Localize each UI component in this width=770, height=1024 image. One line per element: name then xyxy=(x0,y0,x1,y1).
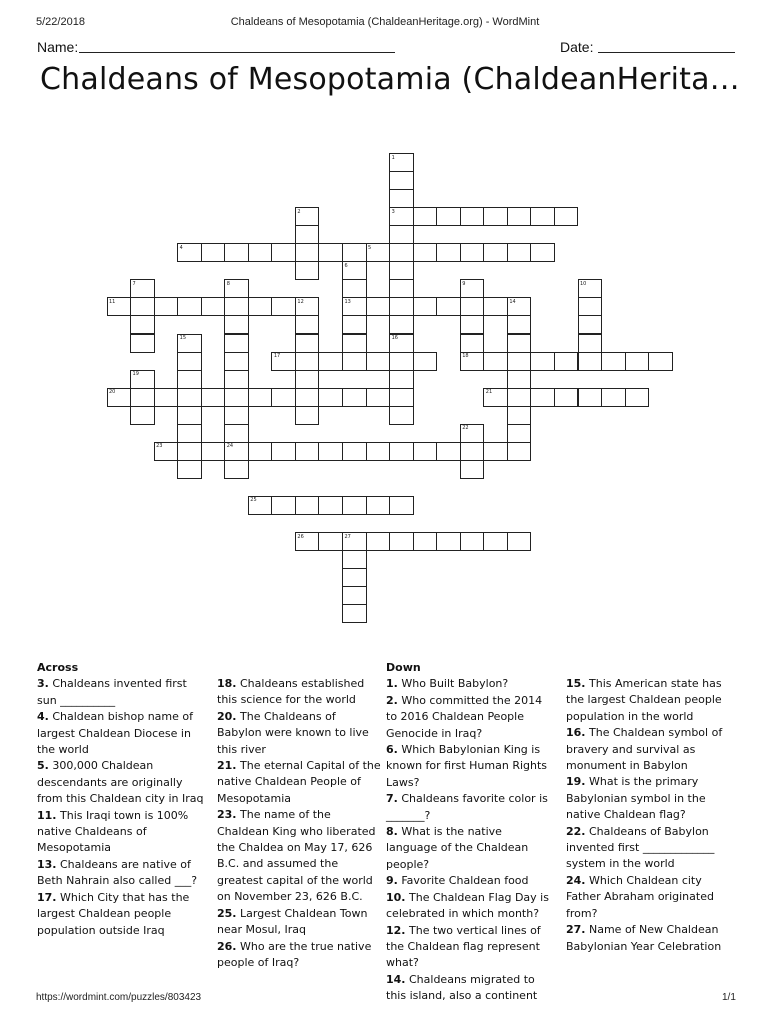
grid-cell xyxy=(295,352,320,371)
grid-cell xyxy=(224,315,249,334)
clue-number-label: 27 xyxy=(344,533,351,540)
clue-down-12: 12. The two vertical lines of the Chaldean flag represent what? xyxy=(386,923,541,970)
grid-cell xyxy=(271,496,296,515)
clue-number-label: 11 xyxy=(109,298,116,305)
grid-cell xyxy=(177,352,202,371)
grid-cell xyxy=(507,352,532,371)
puzzle-title: Chaldeans of Mesopotamia (ChaldeanHerita… xyxy=(40,62,740,97)
clue-across-11: 11. This Iraqi town is 100% native Chaldeans of Mesopotamia xyxy=(37,808,189,855)
grid-cell xyxy=(201,297,226,316)
grid-cell xyxy=(224,352,249,371)
grid-cell xyxy=(389,279,414,298)
clue-number-label: 3 xyxy=(391,208,395,215)
grid-cell xyxy=(318,532,343,551)
grid-cell xyxy=(460,460,485,479)
grid-cell xyxy=(295,370,320,389)
grid-cell xyxy=(130,297,155,316)
grid-cell xyxy=(436,532,461,551)
grid-cell xyxy=(389,261,414,280)
clue-number-label: 19 xyxy=(132,371,139,378)
clue-across-17: 17. Which City that has the largest Chaldean people population outside Iraq xyxy=(37,890,190,937)
grid-cell xyxy=(554,352,579,371)
grid-cell xyxy=(154,388,179,407)
grid-cell xyxy=(271,442,296,461)
grid-cell xyxy=(413,352,438,371)
grid-cell xyxy=(366,352,391,371)
clue-down-14: 14. Chaldeans migrated to this island, also a continent xyxy=(386,972,538,1003)
grid-cell xyxy=(342,550,367,569)
clue-down-6: 6. Which Babylonian King is known for first Human Rights Laws? xyxy=(386,743,548,789)
clue-number-label: 12 xyxy=(297,298,304,305)
clue-down-19: 19. What is the primary Babylonian symbol in the native Chaldean flag? xyxy=(566,775,706,822)
clue-number-label: 10 xyxy=(580,280,587,287)
grid-cell xyxy=(177,424,202,443)
clue-down-22: 22. Chaldeans of Babylon invented first _____________ system in the world xyxy=(566,824,715,871)
grid-cell xyxy=(342,243,367,262)
grid-cell xyxy=(389,171,414,190)
name-label: Name: xyxy=(37,39,79,55)
grid-cell xyxy=(201,442,226,461)
clue-across-20: 20. The Chaldeans of Babylon were known to live this river xyxy=(217,709,369,756)
down-heading: Down xyxy=(386,661,421,674)
grid-cell xyxy=(530,388,555,407)
grid-cell xyxy=(295,261,320,280)
grid-cell xyxy=(413,297,438,316)
clue-number-label: 8 xyxy=(226,280,230,287)
grid-cell xyxy=(342,442,367,461)
grid-cell xyxy=(295,225,320,244)
grid-cell xyxy=(578,334,603,353)
grid-cell xyxy=(318,352,343,371)
grid-cell xyxy=(201,243,226,262)
grid-cell xyxy=(271,297,296,316)
grid-cell xyxy=(507,243,532,262)
grid-cell xyxy=(483,243,508,262)
grid-cell xyxy=(177,370,202,389)
clue-across-13: 13. Chaldeans are native of Beth Nahrain also called ___? xyxy=(37,857,198,888)
grid-cell xyxy=(130,406,155,425)
grid-cell xyxy=(578,315,603,334)
print-date: 5/22/2018 xyxy=(36,16,85,28)
grid-cell xyxy=(342,315,367,334)
grid-cell xyxy=(154,297,179,316)
grid-cell xyxy=(224,406,249,425)
grid-cell xyxy=(507,388,532,407)
grid-cell xyxy=(366,388,391,407)
grid-cell xyxy=(224,297,249,316)
clue-number-label: 25 xyxy=(250,497,257,504)
grid-cell xyxy=(224,460,249,479)
across-heading: Across xyxy=(37,661,79,674)
footer-url: https://wordmint.com/puzzles/803423 xyxy=(36,992,202,1003)
grid-cell xyxy=(436,297,461,316)
grid-cell xyxy=(578,297,603,316)
grid-cell xyxy=(295,315,320,334)
grid-cell xyxy=(483,297,508,316)
grid-cell xyxy=(625,388,650,407)
grid-cell xyxy=(318,243,343,262)
clue-number-label: 22 xyxy=(462,425,469,432)
grid-cell xyxy=(224,424,249,443)
clue-across-18: 18. Chaldeans established this science for the world xyxy=(217,677,365,707)
clue-number-label: 26 xyxy=(297,533,304,540)
grid-cell xyxy=(389,189,414,208)
clue-down-8: 8. What is the native language of the Chaldean people? xyxy=(386,825,529,871)
grid-cell xyxy=(342,604,367,623)
grid-cell xyxy=(366,297,391,316)
grid-cell xyxy=(530,207,555,226)
grid-cell xyxy=(436,442,461,461)
grid-cell xyxy=(413,532,438,551)
grid-cell xyxy=(483,352,508,371)
grid-cell xyxy=(177,297,202,316)
grid-cell xyxy=(201,388,226,407)
grid-cell xyxy=(295,388,320,407)
grid-cell xyxy=(342,279,367,298)
clue-down-16: 16. The Chaldean symbol of bravery and survival as monument in Babylon xyxy=(566,726,723,773)
grid-cell xyxy=(318,388,343,407)
grid-cell xyxy=(389,297,414,316)
grid-cell xyxy=(295,442,320,461)
grid-cell xyxy=(389,406,414,425)
grid-cell xyxy=(130,388,155,407)
clue-number-label: 14 xyxy=(509,298,516,305)
clue-down-2: 2. Who committed the 2014 to 2016 Chaldean People Genocide in Iraq? xyxy=(386,693,543,740)
grid-cell xyxy=(507,334,532,353)
grid-cell xyxy=(248,243,273,262)
clue-number-label: 13 xyxy=(344,298,351,305)
clue-across-23: 23. The name of the Chaldean King who liberated the Chaldea on May 17, 626 B.C. and assumed the greatest capital of the world on November 23, 626 B.C. xyxy=(217,808,376,904)
clue-down-15: 15. This American state has the largest Chaldean people population in the world xyxy=(566,677,722,723)
clue-across-26: 26. Who are the true native people of Iraq? xyxy=(217,939,372,969)
grid-cell xyxy=(554,388,579,407)
grid-cell xyxy=(177,442,202,461)
grid-cell xyxy=(342,568,367,587)
grid-cell xyxy=(483,442,508,461)
clue-down-10: 10. The Chaldean Flag Day is celebrated in which month? xyxy=(386,890,549,921)
grid-cell xyxy=(248,297,273,316)
grid-cell xyxy=(507,424,532,443)
grid-cell xyxy=(460,315,485,334)
grid-cell xyxy=(366,442,391,461)
grid-cell xyxy=(460,297,485,316)
grid-cell xyxy=(389,315,414,334)
grid-cell xyxy=(554,207,579,226)
grid-cell xyxy=(366,532,391,551)
clue-number-label: 5 xyxy=(368,244,372,251)
grid-cell xyxy=(177,388,202,407)
grid-cell xyxy=(342,586,367,605)
grid-cell xyxy=(460,532,485,551)
clue-number-label: 9 xyxy=(462,280,466,287)
grid-cell xyxy=(578,388,603,407)
clue-number-label: 18 xyxy=(462,353,469,360)
grid-cell xyxy=(413,207,438,226)
clue-across-25: 25. Largest Chaldean Town near Mosul, Iraq xyxy=(217,906,368,937)
grid-cell xyxy=(460,334,485,353)
grid-cell xyxy=(342,352,367,371)
grid-cell xyxy=(413,243,438,262)
clue-across-5: 5. 300,000 Chaldean descendants are originally from this Chaldean city in Iraq xyxy=(37,759,204,806)
grid-cell xyxy=(318,496,343,515)
grid-cell xyxy=(578,352,603,371)
grid-cell xyxy=(460,243,485,262)
clue-number-label: 21 xyxy=(485,389,493,396)
grid-cell xyxy=(389,370,414,389)
grid-cell xyxy=(483,532,508,551)
clue-down-9: 9. Favorite Chaldean food xyxy=(386,874,529,888)
clue-number-label: 15 xyxy=(179,335,187,341)
grid-cell xyxy=(530,243,555,262)
grid-cell xyxy=(530,352,555,371)
grid-cell xyxy=(130,334,155,353)
clue-number-label: 17 xyxy=(273,353,281,360)
grid-cell xyxy=(507,370,532,389)
grid-cell xyxy=(342,388,367,407)
grid-cell xyxy=(342,496,367,515)
clue-across-3: 3. Chaldeans invented first sun __________ xyxy=(37,677,187,707)
grid-cell xyxy=(271,243,296,262)
clue-number-label: 20 xyxy=(109,389,116,396)
grid-cell xyxy=(625,352,650,371)
grid-cell xyxy=(601,352,626,371)
across-clues-column-1 xyxy=(37,660,209,939)
date-label: Date: xyxy=(560,39,594,55)
grid-cell xyxy=(224,388,249,407)
clue-across-21: 21. The eternal Capital of the native Chaldean People of Mesopotamia xyxy=(217,759,381,805)
across-clues-column-2 xyxy=(217,676,382,971)
page-number: 1/1 xyxy=(722,992,736,1003)
grid-cell xyxy=(389,496,414,515)
grid-cell xyxy=(295,334,320,353)
grid-cell xyxy=(507,532,532,551)
clue-number-label: 16 xyxy=(391,335,398,341)
down-clues-column-1 xyxy=(386,660,556,1005)
grid-cell xyxy=(648,352,673,371)
grid-cell xyxy=(295,243,320,262)
clue-number-label: 2 xyxy=(297,208,301,215)
grid-cell xyxy=(436,207,461,226)
grid-cell xyxy=(483,207,508,226)
clue-down-7: 7. Chaldeans favorite color is _______? xyxy=(386,792,548,822)
grid-cell xyxy=(318,442,343,461)
clue-number-label: 4 xyxy=(179,244,183,251)
grid-cell xyxy=(248,442,273,461)
grid-cell xyxy=(130,315,155,334)
clue-down-1: 1. Who Built Babylon? xyxy=(386,677,509,691)
grid-cell xyxy=(389,532,414,551)
grid-cell xyxy=(413,442,438,461)
clue-number-label: 1 xyxy=(391,154,395,161)
grid-cell xyxy=(295,406,320,425)
grid-cell xyxy=(460,442,485,461)
grid-cell xyxy=(507,406,532,425)
clue-number-label: 7 xyxy=(132,280,136,287)
grid-cell xyxy=(248,388,273,407)
grid-cell xyxy=(389,352,414,371)
clue-number-label: 23 xyxy=(156,443,163,450)
grid-cell xyxy=(389,442,414,461)
grid-cell xyxy=(389,225,414,244)
grid-cell xyxy=(436,243,461,262)
clue-across-4: 4. Chaldean bishop name of largest Chaldean Diocese in the world xyxy=(37,710,193,757)
grid-cell xyxy=(366,496,391,515)
grid-cell xyxy=(507,207,532,226)
clue-number-label: 6 xyxy=(344,262,348,269)
grid-cell xyxy=(507,315,532,334)
grid-cell xyxy=(601,388,626,407)
document-title: Chaldeans of Mesopotamia (ChaldeanHeritage.org) - WordMint xyxy=(230,16,540,28)
clue-down-27: 27. Name of New Chaldean Babylonian Year Celebration xyxy=(566,923,722,953)
grid-cell xyxy=(342,334,367,353)
down-clues-column-2 xyxy=(566,676,738,955)
grid-cell xyxy=(271,388,296,407)
grid-cell xyxy=(224,370,249,389)
grid-cell xyxy=(389,388,414,407)
grid-cell xyxy=(177,460,202,479)
grid-cell xyxy=(295,496,320,515)
grid-cell xyxy=(177,406,202,425)
grid-cell xyxy=(507,442,532,461)
grid-cell xyxy=(224,334,249,353)
grid-cell xyxy=(389,243,414,262)
clue-number-label: 24 xyxy=(226,443,234,450)
grid-cell xyxy=(224,243,249,262)
clue-down-24: 24. Which Chaldean city Father Abraham originated from? xyxy=(566,873,714,920)
grid-cell xyxy=(460,207,485,226)
